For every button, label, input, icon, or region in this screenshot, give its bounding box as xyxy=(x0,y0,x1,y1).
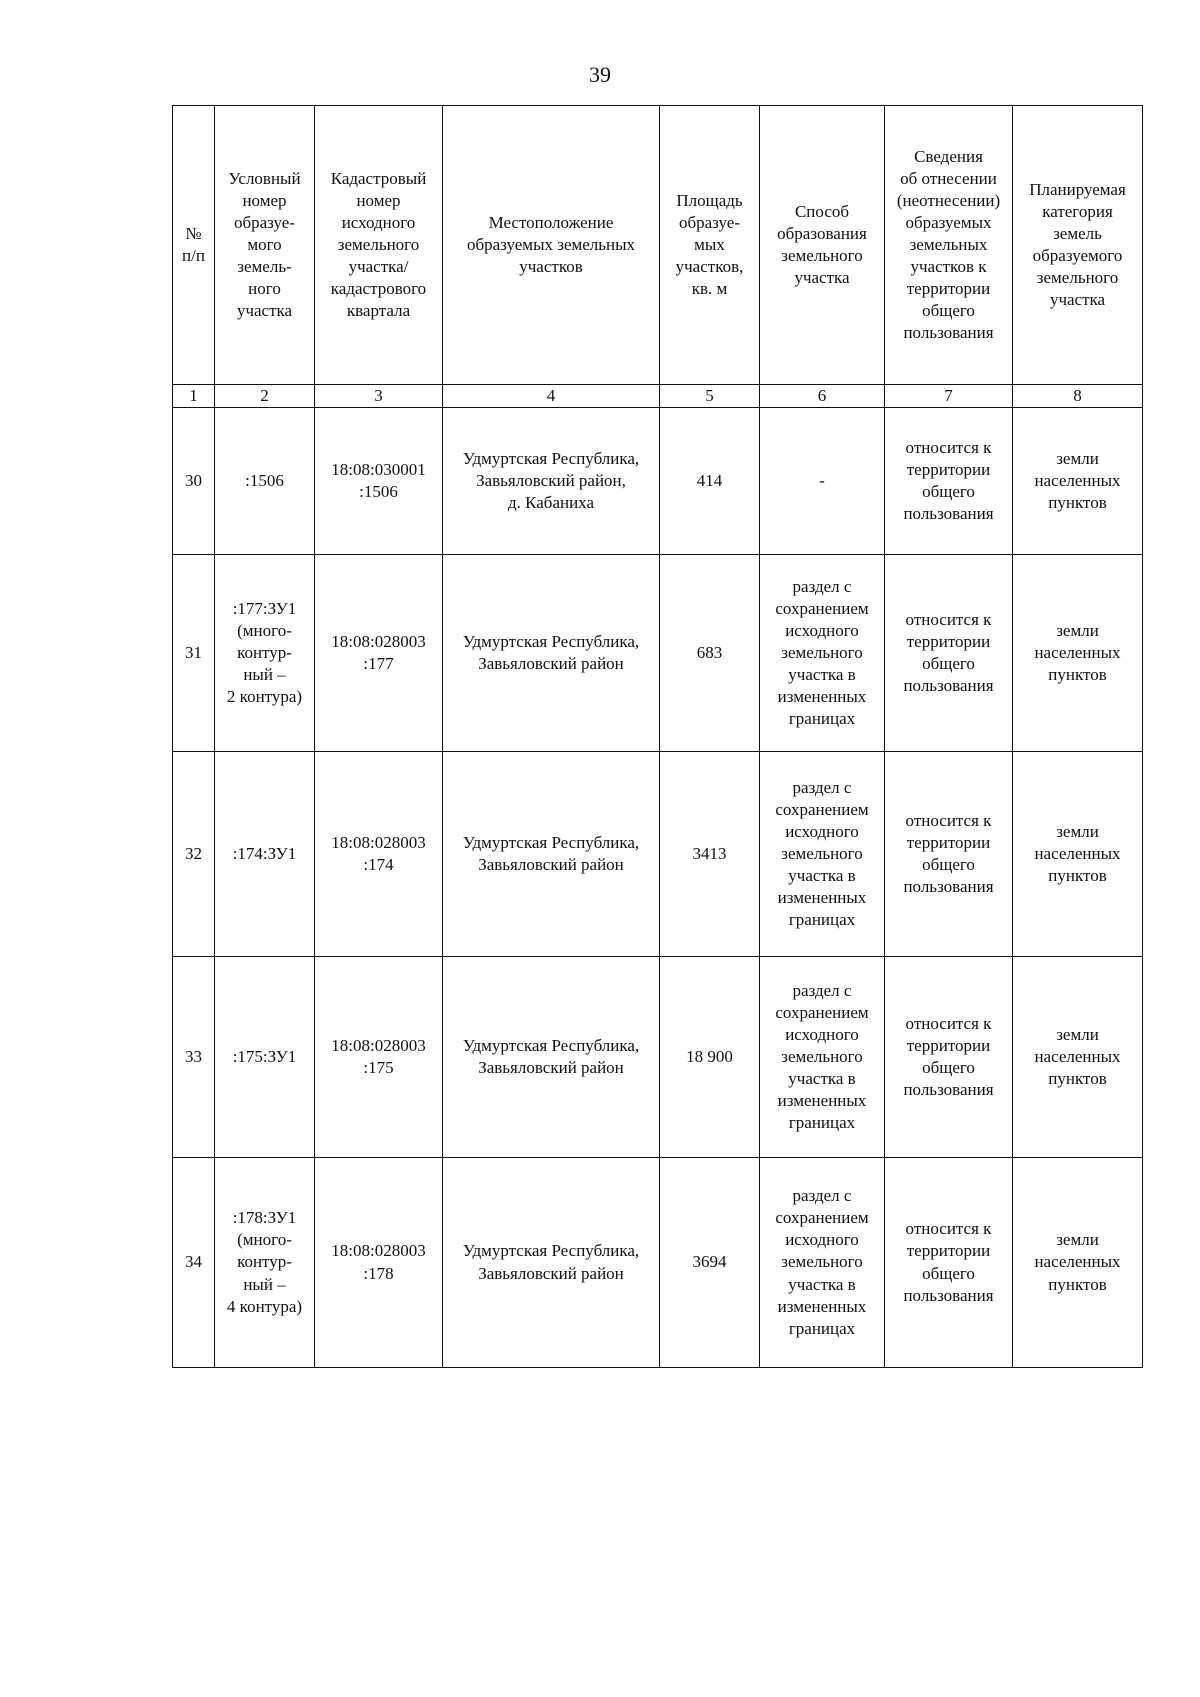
header-cell-public-use: Сведения об отнесении (неотнесении) образуемых земельных участков к территории общего пользования xyxy=(885,106,1013,385)
column-number: 4 xyxy=(443,385,660,408)
header-cell-area: Площадь образуе- мых участков, кв. м xyxy=(660,106,760,385)
table-row xyxy=(173,408,1143,555)
table-row xyxy=(173,752,1143,957)
table-row xyxy=(173,555,1143,752)
column-number: 5 xyxy=(660,385,760,408)
column-number: 3 xyxy=(315,385,443,408)
column-number: 7 xyxy=(885,385,1013,408)
column-number: 6 xyxy=(760,385,885,408)
conditional-number: :1506 xyxy=(215,408,315,555)
table-row xyxy=(173,957,1143,1158)
header-cell-cadastral: Кадастровый номер исходного земельного участка/ кадастрового квартала xyxy=(315,106,443,385)
location: Удмуртская Республика, Завьяловский район xyxy=(443,555,660,752)
column-number: 8 xyxy=(1013,385,1143,408)
public-use-status: относится к территории общего пользования xyxy=(885,752,1013,957)
location: Удмуртская Республика, Завьяловский район xyxy=(443,957,660,1158)
row-number: 32 xyxy=(173,752,215,957)
area: 683 xyxy=(660,555,760,752)
area: 3694 xyxy=(660,1158,760,1368)
header-cell-method: Способ образования земельного участка xyxy=(760,106,885,385)
table-header-row xyxy=(173,106,1143,385)
conditional-number: :174:ЗУ1 xyxy=(215,752,315,957)
cadastral-number: 18:08:028003 :175 xyxy=(315,957,443,1158)
formation-method: раздел с сохранением исходного земельного участка в измененных границах xyxy=(760,752,885,957)
area: 414 xyxy=(660,408,760,555)
header-cell-category: Планируемая категория земель образуемого земельного участка xyxy=(1013,106,1143,385)
formation-method: раздел с сохранением исходного земельного участка в измененных границах xyxy=(760,957,885,1158)
header-cell-location: Местоположение образуемых земельных участков xyxy=(443,106,660,385)
row-number: 33 xyxy=(173,957,215,1158)
land-category: земли населенных пунктов xyxy=(1013,555,1143,752)
public-use-status: относится к территории общего пользования xyxy=(885,957,1013,1158)
column-number: 1 xyxy=(173,385,215,408)
location: Удмуртская Республика, Завьяловский район, д. Кабаниха xyxy=(443,408,660,555)
header-cell-conditional-number: Условный номер образуе- мого земель- ного участка xyxy=(215,106,315,385)
cadastral-number: 18:08:028003 :178 xyxy=(315,1158,443,1368)
location: Удмуртская Республика, Завьяловский район xyxy=(443,752,660,957)
public-use-status: относится к территории общего пользования xyxy=(885,408,1013,555)
land-category: земли населенных пунктов xyxy=(1013,1158,1143,1368)
row-number: 34 xyxy=(173,1158,215,1368)
public-use-status: относится к территории общего пользования xyxy=(885,1158,1013,1368)
conditional-number: :178:ЗУ1 (много- контур- ный – 4 контура) xyxy=(215,1158,315,1368)
cadastral-number: 18:08:028003 :177 xyxy=(315,555,443,752)
public-use-status: относится к территории общего пользования xyxy=(885,555,1013,752)
conditional-number: :175:ЗУ1 xyxy=(215,957,315,1158)
area: 18 900 xyxy=(660,957,760,1158)
formation-method: раздел с сохранением исходного земельного участка в измененных границах xyxy=(760,555,885,752)
table-row xyxy=(173,1158,1143,1368)
cadastral-number: 18:08:028003 :174 xyxy=(315,752,443,957)
land-category: земли населенных пунктов xyxy=(1013,957,1143,1158)
area: 3413 xyxy=(660,752,760,957)
cadastral-number: 18:08:030001 :1506 xyxy=(315,408,443,555)
header-cell-num: № п/п xyxy=(173,106,215,385)
page-number: 39 xyxy=(589,62,611,87)
land-category: земли населенных пунктов xyxy=(1013,752,1143,957)
column-number: 2 xyxy=(215,385,315,408)
row-number: 30 xyxy=(173,408,215,555)
land-plots-table xyxy=(172,105,1143,1368)
column-number-row xyxy=(173,385,1143,408)
land-category: земли населенных пунктов xyxy=(1013,408,1143,555)
formation-method: раздел с сохранением исходного земельного участка в измененных границах xyxy=(760,1158,885,1368)
row-number: 31 xyxy=(173,555,215,752)
formation-method: - xyxy=(760,408,885,555)
location: Удмуртская Республика, Завьяловский район xyxy=(443,1158,660,1368)
conditional-number: :177:ЗУ1 (много- контур- ный – 2 контура) xyxy=(215,555,315,752)
